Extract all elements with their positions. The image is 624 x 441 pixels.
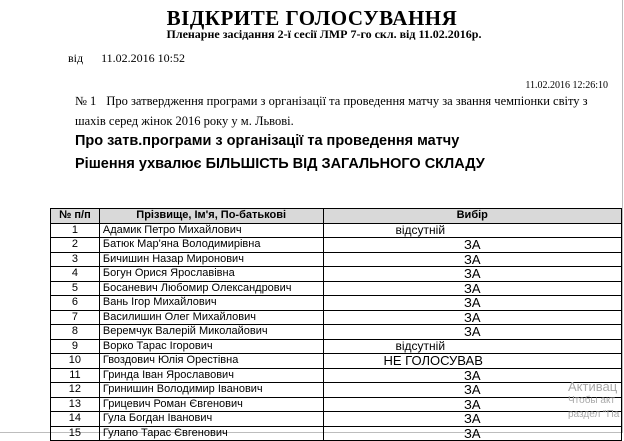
row-number: 9 — [51, 339, 100, 354]
row-number: 4 — [51, 267, 100, 282]
table-row — [51, 368, 622, 383]
vote-choice: ЗА — [323, 368, 622, 383]
vote-choice: ЗА — [323, 383, 622, 398]
header-choice: Вибір — [323, 209, 622, 224]
votes-table — [50, 208, 622, 441]
watermark-line-3: раздел "Па — [568, 409, 620, 420]
session-subtitle: Пленарне засідання 2-ї сесії ЛМР 7-го скл. від 11.02.2016р. — [166, 27, 482, 41]
table-row — [51, 383, 622, 398]
table-row — [51, 397, 622, 412]
document-title: ВІДКРИТЕ ГОЛОСУВАННЯ — [166, 6, 458, 30]
deputy-name: Гвоздович Юлія Орестівна — [99, 354, 323, 369]
row-number: 15 — [51, 426, 100, 441]
question-text-block — [75, 91, 595, 131]
row-number: 10 — [51, 354, 100, 369]
table-row — [51, 354, 622, 369]
decision-rule: Рішення ухвалює БІЛЬШІСТЬ ВІД ЗАГАЛЬНОГО СКЛАДУ — [75, 156, 485, 172]
vote-choice: ЗА — [323, 397, 622, 412]
windows-activation-watermark — [568, 380, 619, 422]
vote-choice: НЕ ГОЛОСУВАВ — [323, 354, 622, 369]
from-date-line — [68, 51, 185, 66]
deputy-name: Гринда Іван Ярославович — [99, 368, 323, 383]
table-row — [51, 325, 622, 340]
deputy-name: Адамик Петро Михайлович — [99, 223, 323, 238]
vote-choice: ЗА — [323, 296, 622, 311]
deputy-name: Гринишин Володимир Іванович — [99, 383, 323, 398]
vote-choice: ЗА — [323, 412, 622, 427]
question-number: № 1 — [75, 94, 97, 108]
vote-choice: ЗА — [323, 426, 622, 441]
question-text: Про затвердження програми з організації та проведення матчу за звання чемпіонки світу з шахів серед жінок 2016 року у м. Львові. — [75, 94, 588, 128]
table-row — [51, 281, 622, 296]
row-number: 7 — [51, 310, 100, 325]
vote-choice: ЗА — [323, 252, 622, 267]
row-number: 6 — [51, 296, 100, 311]
deputy-name: Гулапо Тарас Євгенович — [99, 426, 323, 441]
deputy-name: Бичишин Назар Миронович — [99, 252, 323, 267]
header-number: № п/п — [51, 209, 100, 224]
row-number: 13 — [51, 397, 100, 412]
deputy-name: Вань Ігор Михайлович — [99, 296, 323, 311]
table-row — [51, 296, 622, 311]
vote-choice: ЗА — [323, 238, 622, 253]
from-datetime: 11.02.2016 10:52 — [101, 51, 185, 65]
table-row — [51, 310, 622, 325]
watermark-line-1: Активац — [568, 379, 618, 394]
table-header-row — [51, 209, 622, 224]
vote-choice: ЗА — [323, 281, 622, 296]
votes-table-body — [51, 223, 622, 441]
deputy-name: Богун Орися Ярославівна — [99, 267, 323, 282]
print-timestamp: 11.02.2016 12:26:10 — [525, 80, 608, 91]
row-number: 1 — [51, 223, 100, 238]
table-row — [51, 339, 622, 354]
watermark-line-2: Чтобы акт — [568, 395, 616, 406]
row-number: 12 — [51, 383, 100, 398]
table-row — [51, 412, 622, 427]
row-number: 14 — [51, 412, 100, 427]
deputy-name: Василишин Олег Михайлович — [99, 310, 323, 325]
deputy-name: Грицевич Роман Євгенович — [99, 397, 323, 412]
row-number: 5 — [51, 281, 100, 296]
deputy-name: Батюк Мар'яна Володимирівна — [99, 238, 323, 253]
vote-choice: ЗА — [323, 310, 622, 325]
deputy-name: Гула Богдан Іванович — [99, 412, 323, 427]
row-number: 3 — [51, 252, 100, 267]
table-row — [51, 238, 622, 253]
deputy-name: Босаневич Любомир Олександрович — [99, 281, 323, 296]
vote-choice: відсутній — [323, 339, 622, 354]
vote-choice: відсутній — [323, 223, 622, 238]
deputy-name: Веремчук Валерій Миколайович — [99, 325, 323, 340]
header-name: Прізвище, Ім'я, По-батькові — [99, 209, 323, 224]
vote-choice: ЗА — [323, 325, 622, 340]
table-row — [51, 267, 622, 282]
table-row — [51, 223, 622, 238]
row-number: 2 — [51, 238, 100, 253]
row-number: 11 — [51, 368, 100, 383]
short-question-title: Про затв.програми з організації та проведення матчу — [75, 133, 460, 149]
table-row — [51, 252, 622, 267]
table-row — [51, 426, 622, 441]
vote-choice: ЗА — [323, 267, 622, 282]
from-label: від — [68, 51, 84, 65]
row-number: 8 — [51, 325, 100, 340]
deputy-name: Ворко Тарас Ігорович — [99, 339, 323, 354]
